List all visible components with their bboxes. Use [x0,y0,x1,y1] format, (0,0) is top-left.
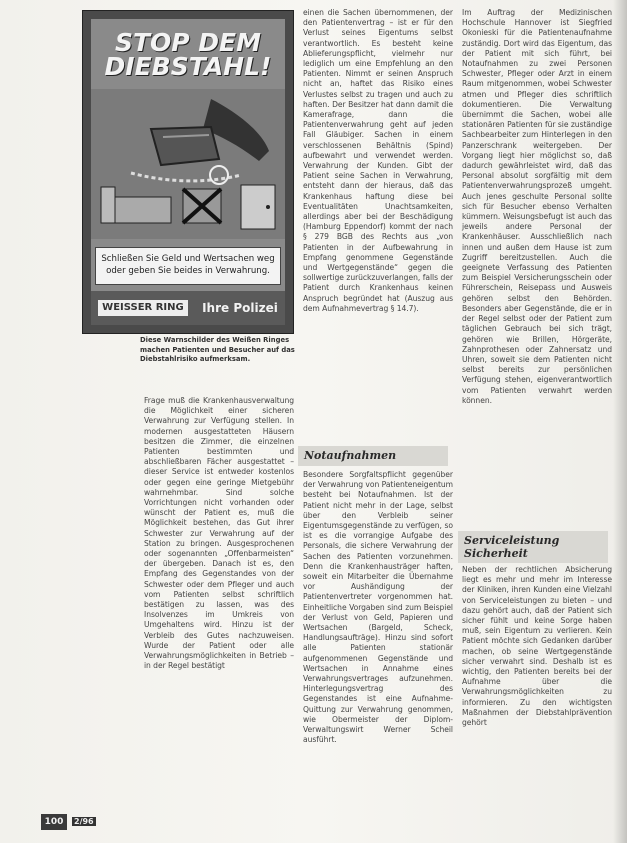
polizei-logo: Ihre Polizei [202,301,278,315]
poster-title-line1: STOP DEM [114,28,262,57]
poster-panel [91,19,285,325]
poster-title-line2: DIEBSTAHL! [104,52,272,81]
column-1-text: Frage muß die Krankenhausverwaltung die Möglichkeit einer sicheren Verwahrung zur Verfügung stellen. In modernen ausgestatteten Häusern besitzen die Zimmer, die einzelnen Patienten bestimmten und abschließbaren Fächer ausgestattet – dieser Service ist entweder kostenlos oder gegen eine geringe Mietgebühr wahrnehmbar. Sind solche Vorrichtungen nicht vorhanden oder wünscht der Patient es, muß die Möglichkeit bestehen, das Gut ihrer Schwester zur Verwahrung auf der Station zu bringen. Ausgesprochenen oder sogenannten „Offenbarmeisten“ der übergeben. Danach ist es, den Empfang des Gegenstandes von der Schwester oder dem Pfleger und auch vom Patienten selbst schriftlich bestätigen zu lassen, was des Insolvenzes im Umkreis von Umgehaltens wird. Hinzu ist der Verbleib des Gutes nachzuweisen. Wurde der Patient oder alle Verwahrungsmöglichkeiten in Betrieb – in der Regel bestätigt [144,396,294,671]
section-heading-notaufnahmen: Notaufnahmen [298,446,448,466]
section-heading-sicherheit: Serviceleistung Sicherheit [458,531,608,563]
figure-caption: Diese Warnschilder des Weißen Ringes machen Patienten und Besucher auf das Diebstahlrisiko aufmerksam. [140,336,295,364]
scan-shadow [613,0,627,843]
column-2b-text: Besondere Sorgfaltspflicht gegenüber der Verwahrung von Patienteneigentum besteht bei Notaufnahmen. Ist der Patient nicht mehr in der Lage, selbst über den Verbleib seiner Eigentumsgegenstände zu verfügen, so ist es die vorrangige Aufgabe des Personals, die sichere Verwahrung der Sachen des Patienten vorzunehmen. Denn die Krankenhausträger haften, soweit ein Mitarbeiter die Übernahme vor Aushändigung der Patientenvertreter vorgenommen hat. Einheitliche Vorgaben sind zum Beispiel der Verlust von Geld, Papieren und Wertsachen (Bargeld, Scheck, Handlungsaufträge). Hinzu sind sofort alle Patienten stationär aufgenommenen Gegenstände und Wertsachen in Annahme eines Verwahrungsvertrages aufzunehmen. Hinterlegungsvertrag des Gegenstandes ist eine Aufnahme-Quittung zur Verwahrung genommen, wie Obermeister der Diplom-Verwaltungswirt Werner Scheil ausführt. [303,470,453,745]
column-2-text: einen die Sachen übernommenen, der den Patientenvertrag – ist er für den Verlust seines Eigentums selbst verantwortlich. Es besteht keine Ablieferungspflicht, vielmehr nur lediglich um eine Empfehlung an den Patienten. Nimmt er seinen Anspruch nicht an, haftet das Risiko eines Verlustes selbst zu tragen und auch zu haften. Der Besitzer hat dann damit die Kamerafrage, dann die Patientenverwahrung geht auf jeden Fall Gläubiger. Sachen in einem verschlossenen Behältnis (Spind) aufbewahrt und verwendet werden. Verwahrung der Kunden. Gibt der Patient seine Sachen in Verwahrung, entsteht dann der hieraus, daß das Krankenhaus haftung diese bei Eventualitäten Unachtsamkeiten, allerdings aber bei der Beschädigung (Hamburg Eppendorf) kommt der nach § 279 BGB des Rechts aus „von Patienten in der Aufbewahrung in Empfang genommene Gegenstände und Wertgegenstände“ gegen die sollwertige zurückzuverlangen, falls der Patient durch Krankenhaus keinen Anspruch begründet hat (Auszug aus dem Aufnahmevertrag § 14.7). [303,8,453,313]
column-3b-text: Neben der rechtlichen Absicherung liegt es mehr und mehr im Interesse der Kliniken, ihren Kunden eine Vielzahl von Serviceleistungen zu bieten – und dazu gehört auch, daß der Patient sich sicher fühlt und keine Sorge haben muß, sein Eigentum zu verlieren. Kein Patient möchte sich Gedanken darüber machen, ob seine Wertgegenstände sicher verwahrt sind. Deshalb ist es wichtig, den Patienten bereits bei der Aufnahme über die Verwahrungsmöglichkeiten zu informieren. Zu den wichtigsten Maßnahmen der Diebstahlprävention gehört [462,565,612,728]
page-number: 100 [41,814,67,830]
article-column-2b [303,470,453,745]
article-column-3b [462,565,612,728]
warning-poster [82,10,294,334]
poster-caption: Schließen Sie Geld und Wertsachen weg oder geben Sie beides in Verwahrung. [95,247,281,285]
poster-logos [91,291,285,325]
poster-title [91,28,285,81]
article-column-3 [462,8,612,406]
column-3-text: Im Auftrag der Medizinischen Hochschule Hannover ist Siegfried Okonieski für die Patientenaufnahme zuständig. Dort wird das Eigentum, das der Patient mit sich führt, bei Notaufnahmen zu zwei Personen Schwester, Pfleger oder Arzt in einem Raum mitgenommen, wobei Schwester atmen und Pfleger dies schriftlich dokumentieren. Die Verwaltung übernimmt die Sachen, wobei alle stationären Patienten für sie zuständige Sachbearbeiter zum Hinterlegen in den Panzerschrank weitergeben. Der Vorgang liegt hier möglichst so, daß dadurch gewährleistet wird, daß das Personal absolut sorgfältig mit dem Patientenverwahrungsprozeß umgeht. Auch jenes geschulte Personal sollte sich für Besucher ebenso Verhalten kümmern. Weisungsbefugt ist auch das jeweils andere Personal der Krankenhäuser. Ausschließlich nach innen und außen dem Hause ist zum Zugriff bereitzustellen. Auch die geeignete Verfassung des Patienten zum Beispiel Versicherungsschein oder Führerschein, Reisepass und Ausweis gehören selbst den Behörden. Besonders aber Gegenstände, die er in der Regel selbst oder der Patient zum täglichen Gebrauch bei sich trägt, gehören wie Brillen, Hörgeräte, Zahnprothesen oder Zahnersatz und Uhren, soweit sie dem Patienten nicht selbst bereits zur persönlichen Verfügung stehen, eigenverantwortlich vom Patienten verwahrt werden können. [462,8,612,405]
issue-number: 2/96 [74,817,94,826]
article-column-2 [303,8,453,314]
wallet-icon [151,127,219,165]
poster-illustration [91,89,285,239]
magazine-issue [72,815,96,829]
article-column-1 [144,396,294,671]
weisser-ring-logo: WEISSER RING [98,300,188,316]
